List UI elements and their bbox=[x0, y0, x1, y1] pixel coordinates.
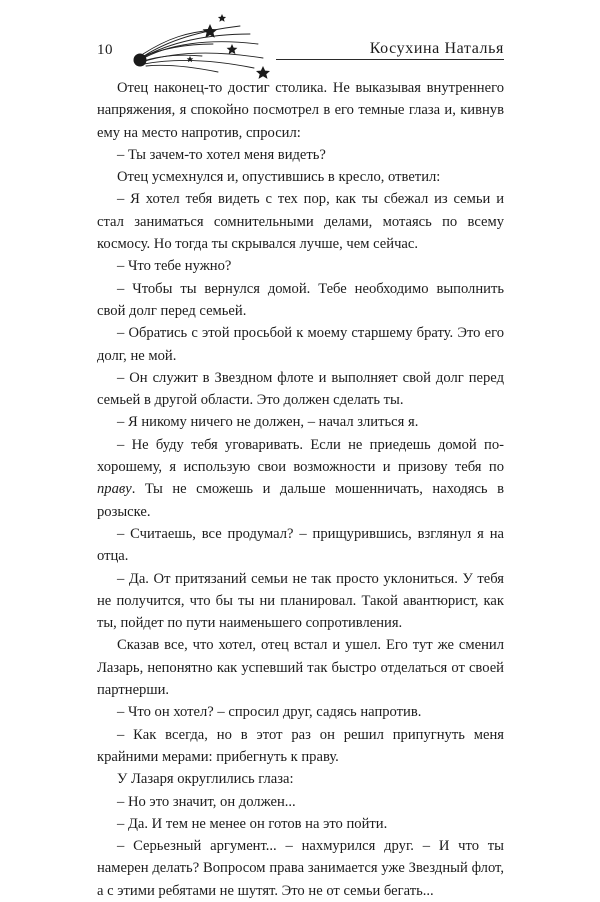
emphasis: праву bbox=[97, 481, 132, 498]
paragraph: – Чтобы ты вернулся домой. Тебе необходимо выполнить свой долг перед семьей. bbox=[97, 280, 504, 319]
paragraph: – Что он хотел? – спросил друг, садясь напротив. bbox=[117, 704, 422, 721]
paragraph: – Обратись с этой просьбой к моему старшему брату. Это его долг, не мой. bbox=[97, 325, 504, 364]
page-header bbox=[0, 0, 600, 80]
paragraph: У Лазаря округлились глаза: bbox=[117, 771, 294, 788]
paragraph: Отец наконец-то достиг столика. Не выказывая внутреннего напряжения, я спокойно посмотрел в его темные глаза и, кивнув ему на место напротив, спросил: bbox=[97, 80, 504, 141]
paragraph: – Серьезный аргумент... – нахмурился друг. – И что ты намерен делать? Вопросом права занимается уже Звездный флот, а с этими ребятами не шутят. Это не от семьи бегать... bbox=[97, 838, 504, 899]
running-head-author: Косухина Наталья bbox=[369, 40, 504, 57]
paragraph bbox=[97, 434, 504, 523]
paragraph: – Ты зачем-то хотел меня видеть? bbox=[117, 146, 326, 163]
page-number: 10 bbox=[97, 42, 113, 58]
paragraph: – Он служит в Звездном флоте и выполняет свой долг перед семьей в другой области. Это должен сделать ты. bbox=[97, 369, 504, 409]
paragraph: – Да. И тем не менее он готов на это пойти. bbox=[117, 815, 388, 832]
paragraph: – Да. От притязаний семьи не так просто уклониться. У тебя не получится, что бы ты ни планировал. Такой авантюрист, как ты, пойдет по пути наименьшего сопротивления. bbox=[97, 570, 504, 632]
paragraph: – Что тебе нужно? bbox=[117, 258, 232, 275]
paragraph: – Я хотел тебя видеть с тех пор, как ты сбежал из семьи и стал заниматься сомнительными делами, мотаясь по всему космосу. Но тогда ты скрывался лучше, чем сейчас. bbox=[97, 191, 504, 253]
paragraph: – Считаешь, все продумал? – прищурившись, взглянул я на отца. bbox=[97, 525, 504, 565]
header-rule bbox=[276, 59, 504, 60]
paragraph-text: . Ты не сможешь и дальше мошенничать, находясь в розыске. bbox=[97, 481, 504, 520]
paragraph: – Но это значит, он должен... bbox=[117, 793, 296, 810]
paragraph: Отец усмехнулся и, опустившись в кресло, ответил: bbox=[117, 169, 441, 186]
paragraph-text: – Не буду тебя уговаривать. Если не приедешь домой по-хорошему, я использую свои возможности и призову тебя по bbox=[97, 436, 504, 476]
paragraph: – Я никому ничего не должен, – начал злиться я. bbox=[117, 414, 419, 431]
paragraph: Сказав все, что хотел, отец встал и ушел. Его тут же сменил Лазарь, непонятно как успевший так быстро отделаться от своей партнерши. bbox=[97, 637, 504, 699]
paragraph: – Как всегда, но в этот раз он решил припугнуть меня крайними мерами: прибегнуть к праву. bbox=[97, 726, 504, 765]
body-text bbox=[97, 77, 504, 902]
comet-and-stars-icon bbox=[118, 14, 278, 80]
